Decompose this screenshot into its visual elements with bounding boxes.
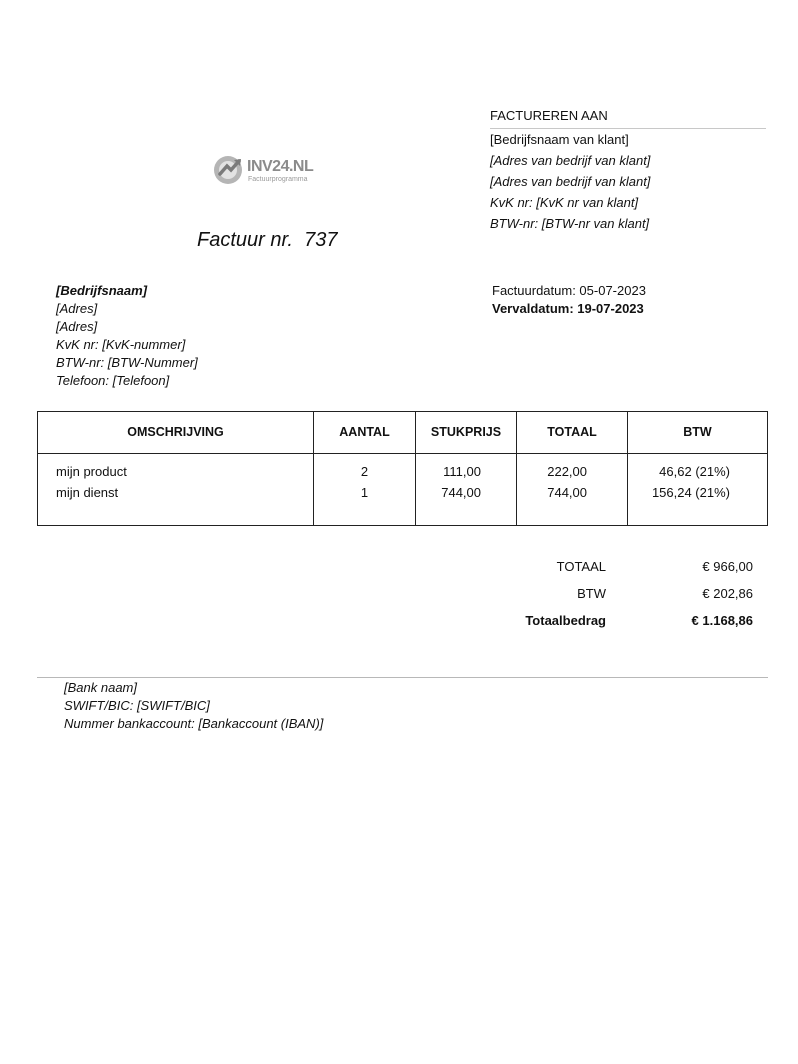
row-2-total: 744,00 bbox=[547, 485, 587, 500]
grand-total-label: Totaalbedrag bbox=[525, 613, 606, 628]
header-omschrijving: OMSCHRIJVING bbox=[127, 425, 224, 439]
company-logo bbox=[212, 152, 322, 188]
row-1-unit-price: 111,00 bbox=[443, 464, 481, 479]
bank-account: Nummer bankaccount: [Bankaccount (IBAN)] bbox=[64, 716, 324, 731]
logo-brand-text: INV24.NL bbox=[247, 158, 314, 175]
grand-total-value: € 1.168,86 bbox=[691, 613, 753, 628]
client-address-2: [Adres van bedrijf van klant] bbox=[490, 174, 651, 189]
vat-value: € 202,86 bbox=[702, 586, 753, 601]
sender-phone: Telefoon: [Telefoon] bbox=[56, 373, 170, 388]
header-aantal: AANTAL bbox=[339, 425, 390, 439]
client-address-1: [Adres van bedrijf van klant] bbox=[490, 153, 651, 168]
header-btw: BTW bbox=[683, 425, 712, 439]
client-kvk: KvK nr: [KvK nr van klant] bbox=[490, 195, 639, 210]
sender-btw: BTW-nr: [BTW-Nummer] bbox=[56, 355, 198, 370]
row-1-total: 222,00 bbox=[547, 464, 587, 479]
row-2-description: mijn dienst bbox=[56, 485, 119, 500]
row-2-quantity: 1 bbox=[360, 485, 369, 500]
row-1-quantity: 2 bbox=[360, 464, 369, 479]
sender-block bbox=[56, 282, 198, 390]
sender-address-1: [Adres] bbox=[56, 301, 98, 316]
subtotal-row bbox=[500, 556, 755, 583]
row-2-unit-price: 744,00 bbox=[441, 485, 481, 500]
client-btw: BTW-nr: [BTW-nr van klant] bbox=[490, 216, 650, 231]
row-1-description: mijn product bbox=[56, 464, 127, 479]
grand-total-row bbox=[500, 610, 755, 637]
client-company: [Bedrijfsnaam van klant] bbox=[490, 132, 629, 147]
bank-details bbox=[64, 679, 323, 733]
bank-swift: SWIFT/BIC: [SWIFT/BIC] bbox=[64, 698, 210, 713]
bill-to-heading: FACTUREREN AAN bbox=[490, 108, 608, 123]
invoice-title: Factuur nr. 737 bbox=[197, 229, 338, 251]
totals-block bbox=[500, 556, 755, 637]
items-table bbox=[37, 411, 768, 526]
header-stukprijs: STUKPRIJS bbox=[430, 425, 502, 439]
arrow-emblem-icon bbox=[212, 152, 246, 186]
sender-company: [Bedrijfsnaam] bbox=[56, 283, 148, 298]
row-1-vat: 46,62 (21%) bbox=[659, 464, 730, 479]
row-2-vat: 156,24 (21%) bbox=[651, 485, 730, 500]
footer-divider bbox=[37, 677, 768, 678]
bill-to-block bbox=[490, 106, 766, 234]
vat-label: BTW bbox=[577, 586, 606, 601]
subtotal-label: TOTAAL bbox=[556, 559, 606, 574]
vat-row bbox=[500, 583, 755, 610]
table-header-divider bbox=[38, 453, 767, 454]
invoice-date: Factuurdatum: 05-07-2023 bbox=[492, 283, 646, 298]
header-totaal: TOTAAL bbox=[547, 425, 597, 439]
bank-name: [Bank naam] bbox=[64, 680, 137, 695]
sender-address-2: [Adres] bbox=[56, 319, 98, 334]
due-date: Vervaldatum: 19-07-2023 bbox=[492, 301, 644, 316]
dates-block bbox=[492, 282, 646, 318]
logo-tagline: Factuurprogramma bbox=[248, 176, 308, 183]
subtotal-value: € 966,00 bbox=[702, 559, 753, 574]
sender-kvk: KvK nr: [KvK-nummer] bbox=[56, 337, 186, 352]
